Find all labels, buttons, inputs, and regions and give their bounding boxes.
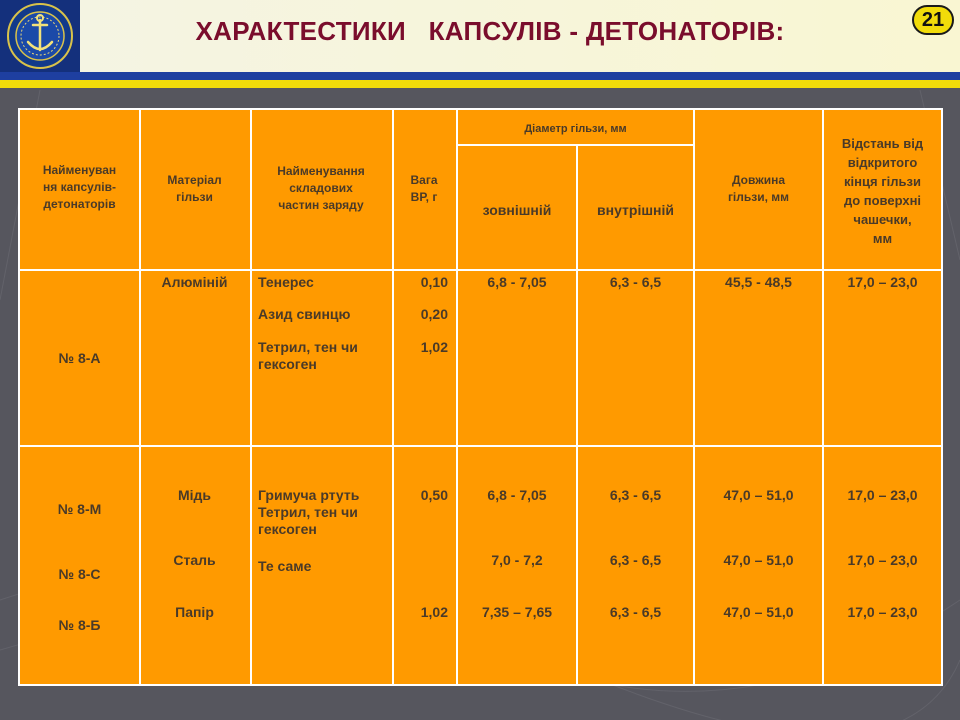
row1-weight: 1,02 (420, 339, 448, 355)
header-distance: Відстань від відкритого кінця гільзи до поверхні чашечки, мм (841, 136, 924, 246)
row2-material: Папір (175, 604, 214, 620)
row2-length: 47,0 – 51,0 (723, 552, 794, 568)
detonator-characteristics-table (18, 108, 943, 686)
row2-component: Гримуча ртуть Тетрил, тен чи гексоген (258, 487, 360, 537)
row2-outer: 7,35 – 7,65 (481, 604, 553, 620)
header-diameter: Діаметр гільзи, мм (524, 123, 627, 135)
row2-name: № 8-С (58, 566, 101, 582)
row2-inner: 6,3 - 6,5 (609, 552, 662, 568)
navy-anchor-emblem-icon (0, 0, 80, 72)
page-title: ХАРАКТЕСТИКИ КАПСУЛІВ - ДЕТОНАТОРІВ: (195, 16, 785, 46)
row2-length: 47,0 – 51,0 (723, 487, 794, 503)
row1-weight: 0,20 (420, 306, 448, 322)
header-outer: зовнішній (482, 202, 552, 218)
row1-name: № 8-А (58, 350, 101, 366)
row2-component: Те саме (258, 558, 312, 574)
row-divider (456, 144, 693, 146)
row2-weight: 1,02 (420, 604, 448, 620)
header-name: Найменуван ня капсулів- детонаторів (42, 163, 117, 211)
row2-name: № 8-М (57, 501, 102, 517)
row2-distance: 17,0 – 23,0 (847, 604, 918, 620)
row1-material: Алюміній (161, 274, 228, 290)
row-divider (20, 269, 941, 271)
row2-outer: 6,8 - 7,05 (487, 487, 547, 503)
header-material: Матеріал гільзи (167, 173, 222, 204)
row2-length: 47,0 – 51,0 (723, 604, 794, 620)
row2-distance: 17,0 – 23,0 (847, 552, 918, 568)
header-stripe-yellow (0, 80, 960, 88)
row1-weight: 0,10 (420, 274, 448, 290)
row1-length: 45,5 - 48,5 (725, 274, 792, 290)
row2-weight: 0,50 (420, 487, 448, 503)
row1-outer: 6,8 - 7,05 (487, 274, 547, 290)
header-weight: Вага ВР, г (410, 173, 438, 204)
col-divider (576, 144, 578, 684)
row2-distance: 17,0 – 23,0 (847, 487, 918, 503)
row2-inner: 6,3 - 6,5 (609, 604, 662, 620)
col-divider (456, 110, 458, 684)
header-components: Найменування складових частин заряду (277, 164, 365, 212)
header-inner: внутрішній (597, 202, 674, 218)
header-length: Довжина гільзи, мм (727, 173, 790, 204)
row2-material: Мідь (177, 487, 212, 503)
row2-material: Сталь (173, 552, 216, 568)
row2-outer: 7,0 - 7,2 (491, 552, 543, 568)
row1-component: Азид свинцю (258, 306, 351, 322)
header-stripe-blue (0, 72, 960, 80)
row1-component: Тенерес (258, 274, 314, 290)
row2-name: № 8-Б (58, 617, 101, 633)
row1-distance: 17,0 – 23,0 (847, 274, 918, 290)
row2-inner: 6,3 - 6,5 (609, 487, 662, 503)
page-number-badge: 21 (912, 5, 954, 35)
row-divider (20, 445, 941, 447)
row1-component: Тетрил, тен чи гексоген (258, 339, 358, 372)
row1-inner: 6,3 - 6,5 (609, 274, 662, 290)
